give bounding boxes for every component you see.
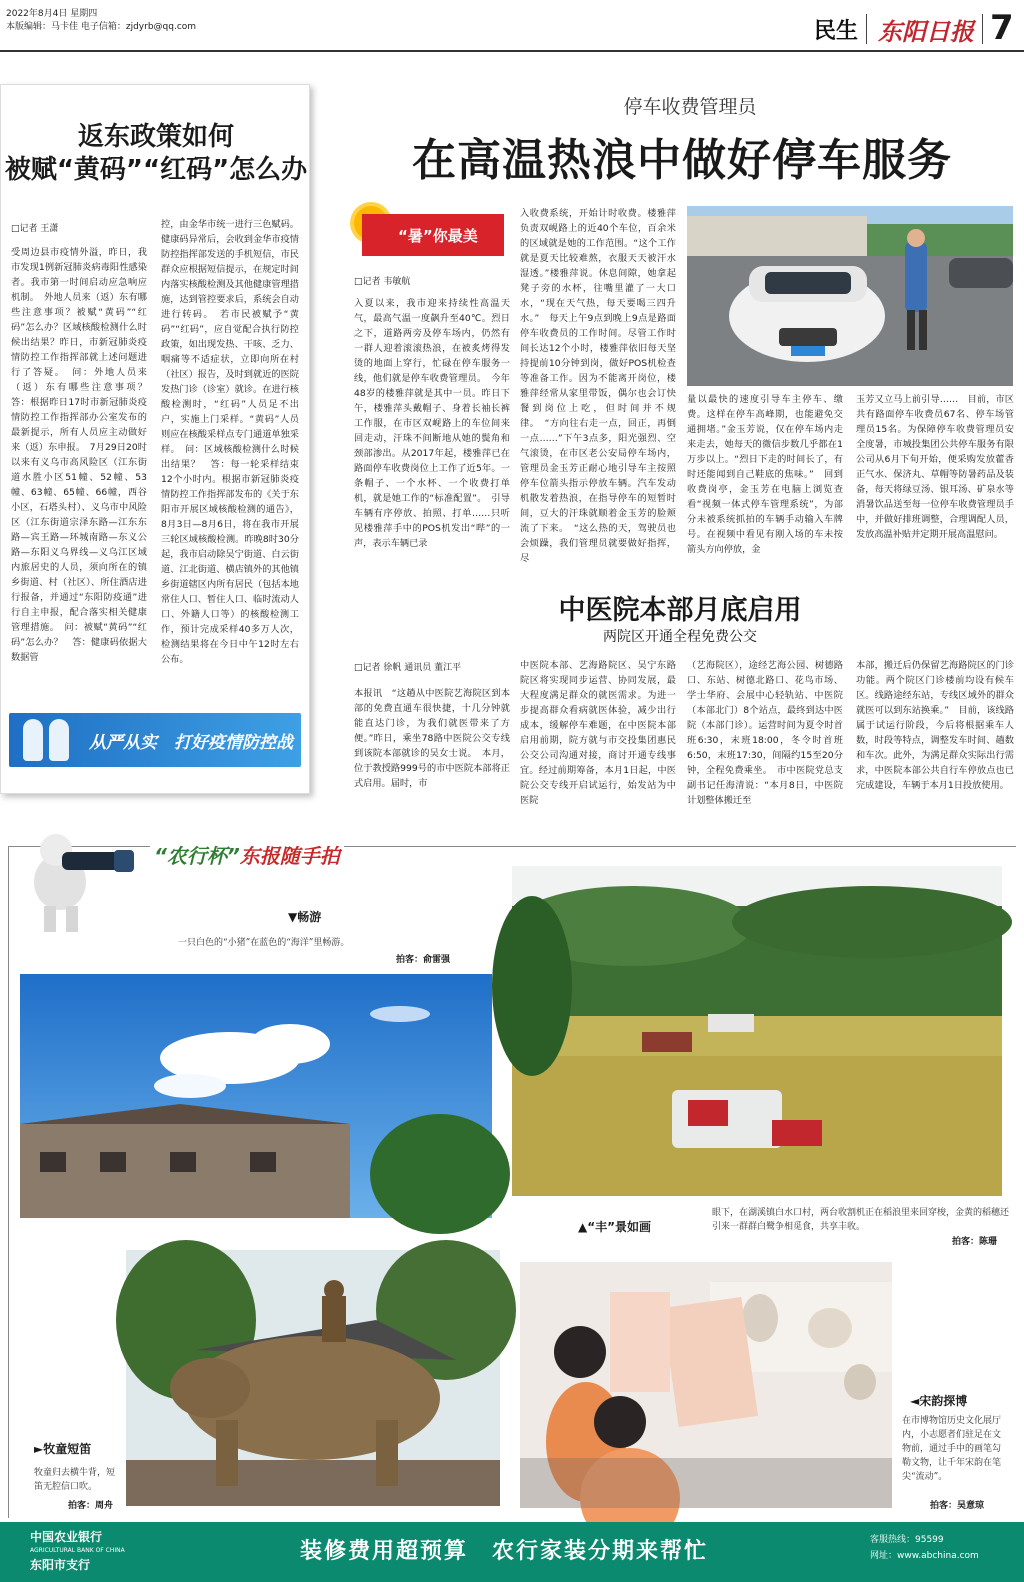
masthead [0,0,1024,52]
photo2-credit: 拍客：陈珊 [952,1237,998,1247]
covid-policy-article [0,84,310,794]
photo4-caption: 在市博物馆历史文化展厅内，小志愿者们驻足在文物前，通过手中的画笔勾勒文物，让千年宋韵在笔尖“流动”。 [902,1416,1002,1482]
straw-ox-photo [126,1250,500,1506]
article-column-4: 玉芳又立马上前引导…… 目前，市区共有路面停车收费员67名、停车场管理员15名。为保障停车收费管理员安全度暑，市城投集团公共停车服务有限公司从6月下旬开始，便采购发放藿香正气水、保济丸、草帽等防暑药品及装备，每天将绿豆汤、银耳汤、矿泉水等消暑饮品送至每一位停车收费管理员手中，并做好排班调整，合理调配人员，发放高温补贴并定期开展高温慰问。 [856,394,1014,540]
harvest-scene [512,866,1002,1196]
article-column-3: 量以最快的速度引导车主停车、缴费。这样在停车高峰期，也能避免交通拥堵。”金玉芳说，仅在停车场内走来走去，她每天的微信步数几乎都在1万步以上。“烈日下走的时间长了，有时还能闻到自己鞋底的焦味。” 回到收费岗亭，金玉芳在电脑上浏览查看“视频一体式停车管理系统”，为部分未被系统抓拍的车辆手动输入车牌号。在视频中看见有刚入场的车未按箭头方向停放，金 [687,394,843,555]
photo1-caption: 一只白色的“小猪”在蓝色的“海洋”里畅游。 [178,938,350,948]
medical-worker-icon [23,719,43,761]
ad-contact [870,1532,979,1564]
banner-text: 从严从实 打好疫情防控战 [89,733,293,753]
straw-ox-scene [126,1250,500,1506]
parking-scene [687,206,1013,386]
photo1-credit: 拍客：俞雷强 [396,955,451,965]
column-tag: “暑”你最美 [362,214,504,256]
parking-attendant-photo [687,206,1013,386]
photo2-title: ▲“丰”景如画 [578,1220,652,1234]
page-number: 7 [990,8,1014,48]
editor-line: 本版编辑：马卡佳 电子信箱：zjdyrb@qq.com [6,22,197,32]
photographer-mascot-icon [18,826,138,936]
story2-subhead: 两院区开通全程免费公交 [603,629,757,645]
section-name: 民生 [814,19,859,44]
bank-logo [30,1530,125,1572]
article-column-2: 入收费系统，开始计时收费。楼雅萍负责双岘路上的近40个车位，百余米的区域就是她的工作范围。“这个工作就是夏天比较难熬，衣服天天被汗水湿透。”楼雅萍说。休息间隙，她拿起凳子旁的水杯，往嘴里灌了一大口水，“现在天气热，每天要喝三四升水。” 每天上午9点到晚上9点是路面停车收费员的工作时间。尽管工作时间长达12个小时，楼雅萍依旧每天坚持提前10分钟到岗，做好POS机检查等准备工作。因为不能离开岗位，楼雅萍经常从家里带饭，偶尔也会订快餐到岗位上吃，但时间并不规律。 “方向往右走一点，回正，再倒一点……”下午3点多，阳光强烈、空气滚烫，在市区老公安局停车场内，管理员金玉芳正耐心地引导车主按照停车位箭头指示停放车辆。汽车发动机散发着热浪，在指导停车的短暂时间，豆大的汗珠就顺着金玉芳的脸颊流了下来。 “这么热的天，驾驶员也会烦躁，我们管理员就要做好指挥，尽 [520,208,676,564]
title-line-2: 被赋“黄码”“红码”怎么办 [4,155,308,185]
branch-name: 东阳市支行 [30,1558,91,1572]
photo3-caption: 牧童归去横牛背，短笛无腔信口吹。 [34,1468,116,1492]
story2-column-4: 本部，搬迁后仍保留艺海路院区的门诊功能。两个院区门诊楼前均设有候车区。线路途经东站，专线区域外的群众就医可以到东站换乘。” 目前，该线路属于试运行阶段，今后将根据乘车人数，时段等特点，调整发车时间、趟数和车次。此外，为满足群众实际出行需求，中医院本部公共自行车停放点也已完成建设，车辆于本月1日投放使用。 [856,660,1014,791]
photo4-title: ◄宋韵探博 [910,1394,968,1408]
bank-advertisement [0,1522,1024,1582]
bank-name: 中国农业银行 [30,1530,103,1544]
story2-column-3: （艺海院区），途经艺海公园、树德路口、东站、树德北路口、花鸟市场、学士华府、会展中心轻轨站、中医院（本部北门）8个站点，最终到达中医院（本部门诊）。运营时间为夏令时首班6:30，末班18:00，冬令时首班6:50，末班17:30，间隔约15至20分钟，全程免费乘坐。 市中医院党总支副书记任海清说：“本月8日，中医院计划整体搬迁至 [687,660,843,806]
bank-name-en: AGRICULTURAL BANK OF CHINA [30,1547,125,1554]
photo3-title: ►牧童短笛 [34,1442,92,1456]
article-column-1: 受周边县市疫情外溢，昨日，我市发现1例新冠肺炎病毒阳性感染者。我市第一时间启动应急响应机制。 外地人员来（返）东有哪些注意事项？被赋“黄码”“红码”怎么办？区域核酸检测什么时候出结果？昨日，市新冠肺炎疫情防控工作指挥部就上述问题进行了答疑。 问：外地人员来（返）东有哪些注意事项？ 答：根据昨日17时市新冠肺炎疫情防控工作指挥部办公室发布的最新提示，所有人员应主动做好来（返）东申报。 7月29日20时以来有义乌市高风险区（江东街道水胜小区51幢、52幢、53幢、63幢、65幢、66幢，西谷小区，石塔头村）、义乌市中风险区（江东街道宗泽东路—江东东路—宾王路—环城南路—东义公路—东阳义乌界线—义乌江区域内旅居史的人员，须向所在的镇乡街道、村（社区）、所住酒店进行报备，并通过“东阳防疫通”进行自主申报，配合落实相关健康管理措施。 问：被赋“黄码”“红码”怎么办？ 答：健康码依据大数据管 [11,247,157,663]
byline: □记者 徐帆 通讯员 董江平 [354,663,462,673]
epidemic-banner [9,713,301,767]
article-title [1,121,311,187]
story2-column-1: 本报讯 “这趟从中医院艺海院区到本部的免费直通车很快捷，十几分钟就能直达门诊，为我们就医带来了方便。”昨日，乘坐78路中医院公交专线到该院本部就诊的吴女士说。 本月，位于教授路999号的市中医院本部将正式启用。届时，市 [354,688,510,789]
byline: □记者 王潇 [11,224,59,234]
museum-drawing-photo [520,1262,892,1508]
divider [982,14,983,44]
date-line: 2022年8月4日 星期四 [6,9,98,19]
headline: 在高温热浪中做好停车服务 [412,135,952,186]
photo3-credit: 拍客：周舟 [68,1501,114,1511]
hotline: 客服热线：95599 [870,1535,944,1545]
story2-column-2: 中医院本部、艺海路院区、吴宁东路院区将实现同步运营、协同发展，最大程度满足群众的就医需求。为进一步提高群众看病就医体验，减少出行成本，缓解停车难题，在中医院本部启用前期，院方就与市交投集团惠民公交公司沟通对接，商讨开通专线事宜。经过前期筹备，本月1日起，中医院公交专线开启试运行，始发站为中医院 [520,660,676,806]
column-name: 东报随手拍 [239,844,340,868]
byline: □记者 韦敏航 [354,277,411,287]
cloud-pig-photo [20,974,492,1218]
sky-scene [20,974,492,1218]
story2-headline: 中医院本部月底启用 [558,595,802,626]
newspaper-logo: 东阳日报 [878,17,974,46]
medical-worker-icon [49,719,69,761]
museum-scene [520,1262,892,1508]
sponsor-cup: “农行杯” [154,844,240,868]
title-line-1: 返东政策如何 [77,122,234,152]
divider [866,14,867,44]
website: 网址：www.abchina.com [870,1551,979,1561]
kicker: 停车收费管理员 [623,96,757,118]
photo4-credit: 拍客：吴意琼 [930,1501,985,1511]
issue-date [6,8,196,34]
article-column-2: 控，由金华市统一进行三色赋码。健康码异常后，会收到金华市疫情防控指挥部发送的手机短信，市民群众应根据短信提示，在规定时间内落实核酸检测及其他健康管理措施，达到管控要求后，系统会自动进行转码。 若市民被赋予“黄码”“红码”，应自觉配合执行防控政策，如出现发热、干咳、乏力、咽痛等不适症状，立即向所在村（社区）报告，及时到就近的医院发热门诊（诊室）就诊。在进行核酸检测时，“红码”人员足不出户，实施上门采样。“黄码”人员则应在核酸采样点专门通道单独采样。 问：区域核酸检测什么时候出结果？ 答：每一轮采样结束12个小时内。根据市新冠肺炎疫情防控工作指挥部发布的《关于东阳市开展区域核酸检测的通告》，8月3日—8月6日，将在我市开展三轮区域核酸检测。昨晚8时30分起，我市启动除吴宁街道、白云街道、江北街道、横店镇外的其他镇乡街道辖区内所有居民（包括本地常住人口、暂住人口、临时流动人口、外籍人口等）的核酸检测工作，预计完成采样40多万人次，检测结果将在今日中午12时左右公布。 [161,219,299,665]
photo1-title: ▼畅游 [288,910,322,924]
ad-slogan: 装修费用超预算 农行家装分期来帮忙 [300,1538,709,1564]
article-column-1: 入夏以来，我市迎来持续性高温天气，最高气温一度飙升至40℃。烈日之下，道路两旁及停车场内，仍然有一群人迎着滚滚热浪，在被炙烤得发烫的地面上穿行，忙碌在停车服务一线，他们就是停车收费管理员。 今年48岁的楼雅萍就是其中一员。昨日下午，楼雅萍头戴帽子、身着长袖长裤工作服，在市区双岘路上的车位间来回走动，汗珠不间断地从她的鬓角和颈部渗出。从2017年起，楼雅萍已在路面停车收费岗位上工作了近5年。一条帽子、一个水杯、一个收费打单机，就是她工作的“标准配置”。 引导车辆有序停放、拍照、打单……只听见楼雅萍手中的POS机发出“哔”的一声，表示车辆已录 [354,298,510,549]
photo2-caption: 眼下，在湖溪镇白水口村，两台收割机正在稻浪里来回穿梭，金黄的稻穗还引来一群群白鹭争相觅食，共享丰收。 [712,1208,1010,1232]
photo-section-title [150,840,344,869]
harvest-photo [512,866,1002,1196]
